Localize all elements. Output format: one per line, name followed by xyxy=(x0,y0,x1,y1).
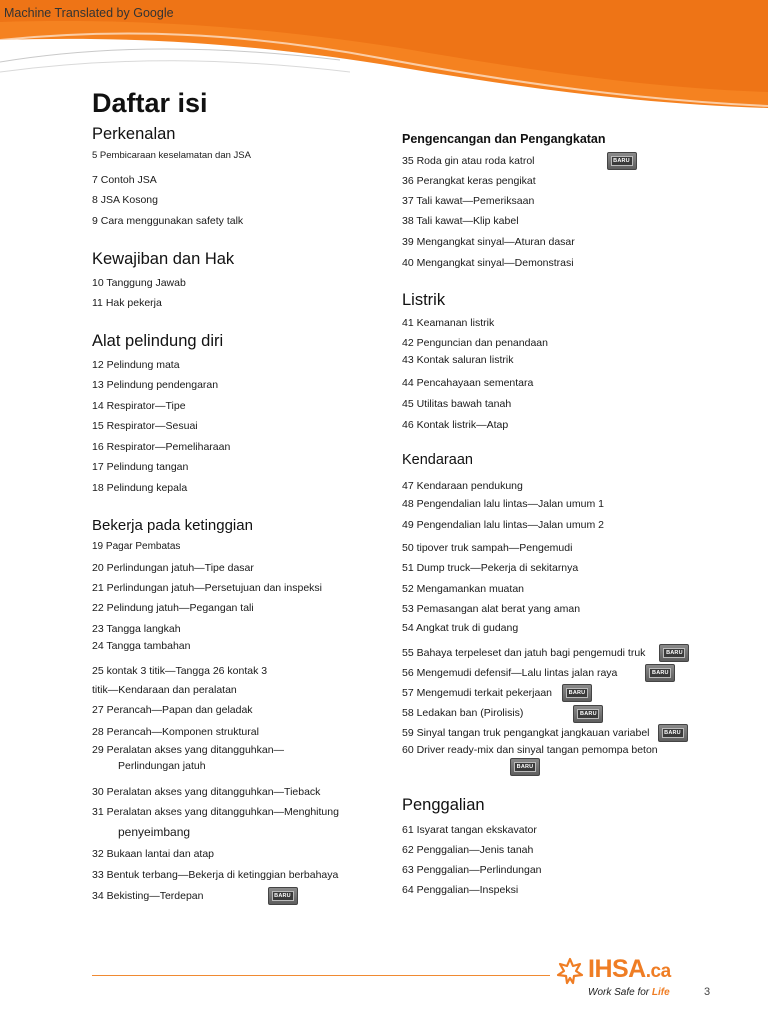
toc-item[interactable]: 9 Cara menggunakan safety talk xyxy=(92,215,244,227)
new-badge-icon: BARU xyxy=(659,644,689,662)
toc-item[interactable]: 37 Tali kawat—Pemeriksaan xyxy=(402,195,535,207)
toc-item[interactable]: 10 Tanggung Jawab xyxy=(92,277,186,289)
logo-tagline: Work Safe for Life xyxy=(588,987,670,998)
new-badge-icon: BARU xyxy=(510,758,540,776)
toc-item[interactable]: 53 Pemasangan alat berat yang aman xyxy=(402,603,581,615)
section-title-kendaraan: Kendaraan xyxy=(402,452,473,468)
toc-item[interactable]: 38 Tali kawat—Klip kabel xyxy=(402,215,519,227)
section-title-ketinggian: Bekerja pada ketinggian xyxy=(92,517,253,534)
toc-item-continuation[interactable]: penyeimbang xyxy=(118,825,191,839)
toc-item[interactable]: 11 Hak pekerja xyxy=(92,297,162,309)
toc-item[interactable]: 40 Mengangkat sinyal—Demonstrasi xyxy=(402,257,574,269)
toc-item[interactable]: 63 Penggalian—Perlindungan xyxy=(402,864,542,876)
toc-item[interactable]: 62 Penggalian—Jenis tanah xyxy=(402,844,534,856)
toc-item[interactable]: 34 Bekisting—Terdepan BARU xyxy=(92,887,298,905)
section-title-penggalian: Penggalian xyxy=(402,796,485,814)
toc-item[interactable]: 5 Pembicaraan keselamatan dan JSA xyxy=(92,150,251,161)
new-badge-icon: BARU xyxy=(573,705,603,723)
new-badge-icon: BARU xyxy=(607,152,637,170)
toc-item[interactable]: 32 Bukaan lantai dan atap xyxy=(92,848,215,860)
new-badge-icon: BARU xyxy=(658,724,688,742)
toc-item[interactable]: 7 Contoh JSA xyxy=(92,174,157,186)
new-badge-icon: BARU xyxy=(645,664,675,682)
toc-item[interactable]: 16 Respirator—Pemeliharaan xyxy=(92,441,231,453)
toc-item[interactable]: 47 Kendaraan pendukung xyxy=(402,480,523,492)
new-badge-icon: BARU xyxy=(268,887,298,905)
toc-item[interactable]: 27 Perancah—Papan dan geladak xyxy=(92,704,253,716)
toc-item[interactable]: 31 Peralatan akses yang ditangguhkan—Menghitung xyxy=(92,806,339,818)
toc-item[interactable]: 42 Penguncian dan penandaan xyxy=(402,337,548,349)
toc-item[interactable]: 44 Pencahayaan sementara xyxy=(402,377,534,389)
toc-item[interactable]: 12 Pelindung mata xyxy=(92,359,180,371)
toc-item[interactable]: 50 tipover truk sampah—Pengemudi xyxy=(402,542,573,554)
toc-item[interactable]: 25 kontak 3 titik—Tangga 26 kontak 3 xyxy=(92,665,268,677)
toc-item[interactable]: 54 Angkat truk di gudang xyxy=(402,622,519,634)
toc-item[interactable]: 29 Peralatan akses yang ditangguhkan— xyxy=(92,744,285,756)
footer-divider xyxy=(92,975,550,976)
toc-item[interactable]: 36 Perangkat keras pengikat xyxy=(402,175,536,187)
toc-item[interactable]: 49 Pengendalian lalu lintas—Jalan umum 2 xyxy=(402,519,604,531)
toc-item[interactable]: 51 Dump truck—Pekerja di sekitarnya xyxy=(402,562,579,574)
page-title: Daftar isi xyxy=(92,88,208,118)
section-title-perkenalan: Perkenalan xyxy=(92,125,176,143)
toc-item[interactable]: 18 Pelindung kepala xyxy=(92,482,188,494)
toc-item[interactable]: 19 Pagar Pembatas xyxy=(92,541,181,552)
toc-item[interactable]: 20 Perlindungan jatuh—Tipe dasar xyxy=(92,562,254,574)
toc-item[interactable]: 59 Sinyal tangan truk pengangkat jangkauan variabel BARU xyxy=(402,724,688,742)
toc-item[interactable]: 41 Keamanan listrik xyxy=(402,317,495,329)
new-badge-icon: BARU xyxy=(562,684,592,702)
section-title-pengangkatan: Pengencangan dan Pengangkatan xyxy=(402,132,606,146)
logo-wordmark: IHSA.ca xyxy=(588,955,671,983)
toc-item[interactable]: 52 Mengamankan muatan xyxy=(402,583,524,595)
ihsa-maple-leaf-icon xyxy=(556,957,584,985)
toc-item[interactable]: 56 Mengemudi defensif—Lalu lintas jalan raya BARU xyxy=(402,664,675,682)
ihsa-logo[interactable] xyxy=(556,955,696,1005)
toc-item[interactable]: 48 Pengendalian lalu lintas—Jalan umum 1 xyxy=(402,498,604,510)
toc-item[interactable]: 24 Tangga tambahan xyxy=(92,640,191,652)
toc-item[interactable]: 21 Perlindungan jatuh—Persetujuan dan inspeksi xyxy=(92,582,322,594)
toc-item[interactable]: 43 Kontak saluran listrik xyxy=(402,354,514,366)
toc-item[interactable]: 17 Pelindung tangan xyxy=(92,461,189,473)
toc-item[interactable]: 55 Bahaya terpeleset dan jatuh bagi pengemudi truk BARU xyxy=(402,644,689,662)
toc-item[interactable]: 8 JSA Kosong xyxy=(92,194,158,206)
toc-item[interactable]: 57 Mengemudi terkait pekerjaan BARU xyxy=(402,684,592,702)
toc-item[interactable]: 45 Utilitas bawah tanah xyxy=(402,398,512,410)
toc-item[interactable]: titik—Kendaraan dan peralatan xyxy=(92,684,237,696)
machine-translation-note: Machine Translated by Google xyxy=(4,6,174,20)
section-title-apd: Alat pelindung diri xyxy=(92,332,224,350)
toc-item[interactable]: 46 Kontak listrik—Atap xyxy=(402,419,509,431)
toc-item[interactable]: 61 Isyarat tangan ekskavator xyxy=(402,824,537,836)
toc-item[interactable]: 39 Mengangkat sinyal—Aturan dasar xyxy=(402,236,575,248)
toc-item[interactable]: 28 Perancah—Komponen struktural xyxy=(92,726,259,738)
toc-item[interactable]: 13 Pelindung pendengaran xyxy=(92,379,219,391)
toc-item-continuation[interactable]: Perlindungan jatuh xyxy=(118,760,206,772)
toc-item[interactable]: 60 Driver ready-mix dan sinyal tangan pemompa beton xyxy=(402,744,658,756)
page-number: 3 xyxy=(704,986,711,998)
toc-item[interactable]: 33 Bentuk terbang—Bekerja di ketinggian berbahaya xyxy=(92,869,339,881)
toc-item[interactable]: 15 Respirator—Sesuai xyxy=(92,420,198,432)
toc-item[interactable]: 58 Ledakan ban (Pirolisis) BARU xyxy=(402,704,603,722)
section-title-listrik: Listrik xyxy=(402,291,446,309)
toc-item[interactable]: 14 Respirator—Tipe xyxy=(92,400,186,412)
toc-item[interactable]: 23 Tangga langkah xyxy=(92,623,181,635)
toc-item-badge-row xyxy=(510,758,540,776)
toc-left-column xyxy=(92,120,382,902)
toc-item[interactable]: 30 Peralatan akses yang ditangguhkan—Tieback xyxy=(92,786,321,798)
toc-item[interactable]: 35 Roda gin atau roda katrol BARU xyxy=(402,152,637,170)
toc-item[interactable]: 64 Penggalian—Inspeksi xyxy=(402,884,519,896)
toc-item[interactable]: 22 Pelindung jatuh—Pegangan tali xyxy=(92,602,254,614)
section-title-kewajiban: Kewajiban dan Hak xyxy=(92,250,235,268)
